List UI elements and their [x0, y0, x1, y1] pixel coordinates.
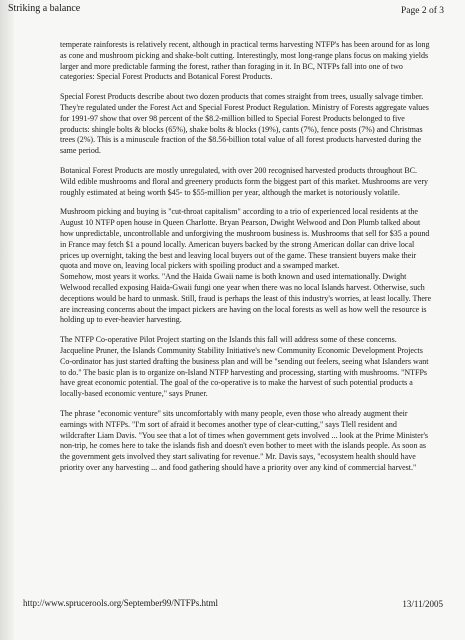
- paragraph-co-operative-project: The NTFP Co-operative Pilot Project starting on the Islands this fall will address some of these concerns. Jacqueline Pruner, the Islands Community Stability Initiative's new Community Economic Development Projects Co-ordinator has just started drafting the business plan and will be "sending out feelers, seeing what Islanders want to do." The basic plan is to organize on-Island NTFP harvesting and processing, starting with mushrooms. "NTFPs have great economic potential. The goal of the co-operative is to make the harvest of such potential products a locally-based economic venture," says Pruner.: [60, 335, 429, 399]
- article-body: [60, 40, 432, 483]
- footer-url: http://www.sprucerools.org/September99/NTFPs.html: [23, 598, 218, 608]
- paragraph-haida-gwaii: Somehow, most years it works. "And the Haida Gwaii name is both known and used internationally. Dwight Welwood recalled exposing Haida-Gwaii fungi one year when there was no local Islands harvest. Otherwise, such deceptions would be hard to unmask. Still, fraud is perhaps the least of this industry's worries, at least locally. There are increasing concerns about the impact pickers are having on the local forests as well as how well the resource is holding up to ever-heavier harvesting.: [60, 272, 432, 325]
- footer-date: 13/11/2005: [402, 599, 443, 609]
- page-header-title: Striking a balance: [8, 3, 81, 14]
- paragraph-special-forest-products: Special Forest Products describe about two dozen products that comes straight from trees, usually salvage timber. They're regulated under the Forest Act and Special Forest Product Regulation. Ministry of Forests aggregate values for 1991-97 show that over 98 percent of the $8.2-million billed to Special Forest Products belonged to five products: shingle bolts & blocks (65%), shake bolts & blocks (19%), cants (7%), fence posts (7%) and Christmas trees (2%). This is a minuscule fraction of the $8.56-billion total value of all forest products harvested during the same period.: [60, 92, 429, 156]
- paragraph-mushroom-picking: Mushroom picking and buying is "cut-throat capitalism" according to a trio of experienced local residents at the August 10 NTFP open house in Queen Charlotte. Bryan Pearson, Dwight Welwood and Don Plumb talked about how unpredictable, uncontrollable and unforgiving the mushroom business is. Mushrooms that sell for $35 a pound in France may fetch $1 a pound locally. American buyers backed by the strong American dollar can drive local prices up overnight, taking the best and leaving local buyers out of the game. These transient buyers make their quota and move on, leaving local pickers with spoiling product and a swamped market.: [60, 207, 430, 271]
- paragraph-economic-venture: The phrase "economic venture" sits uncomfortably with many people, even those who already augment their earnings with NTFPs. "I'm sort of afraid it becomes another type of clear-cutting," says Tlell resident and wildcrafter Liam Davis. "You see that a lot of times when government gets involved ... look at the Prime Minister's non-trip, he comes here to take the islands fish and doesn't even bother to meet with the islands people. As soon as the government gets involved they start salivating for revenue." Mr. Davis says, "ecosystem health should have priority over any harvesting ... and food gathering should have a priority over any kind of commercial harvest.": [60, 408, 429, 472]
- paragraph-botanical-forest-products: Botanical Forest Products are mostly unregulated, with over 200 recognised harvested products throughout BC. Wild edible mushrooms and floral and greenery products form the biggest part of this market. Mushrooms are very roughly estimated at being worth $45- to $55-million per year, although the market is notoriously volatile.: [60, 165, 429, 197]
- scan-edge-shadow: [0, 0, 14, 640]
- page-number: Page 2 of 3: [400, 6, 444, 16]
- paragraph-ntfp-intro: temperate rainforests is relatively recent, although in practical terms harvesting NTFP's has been around for as long as cone and mushroom picking and shake-bolt cutting. Interestingly, most long-range plans focus on making yields larger and more predictable farming the forest, rather than foraging in it. In BC, NTFPs fall into one of two categories: Special Forest Products and Botanical Forest Products.: [60, 40, 430, 82]
